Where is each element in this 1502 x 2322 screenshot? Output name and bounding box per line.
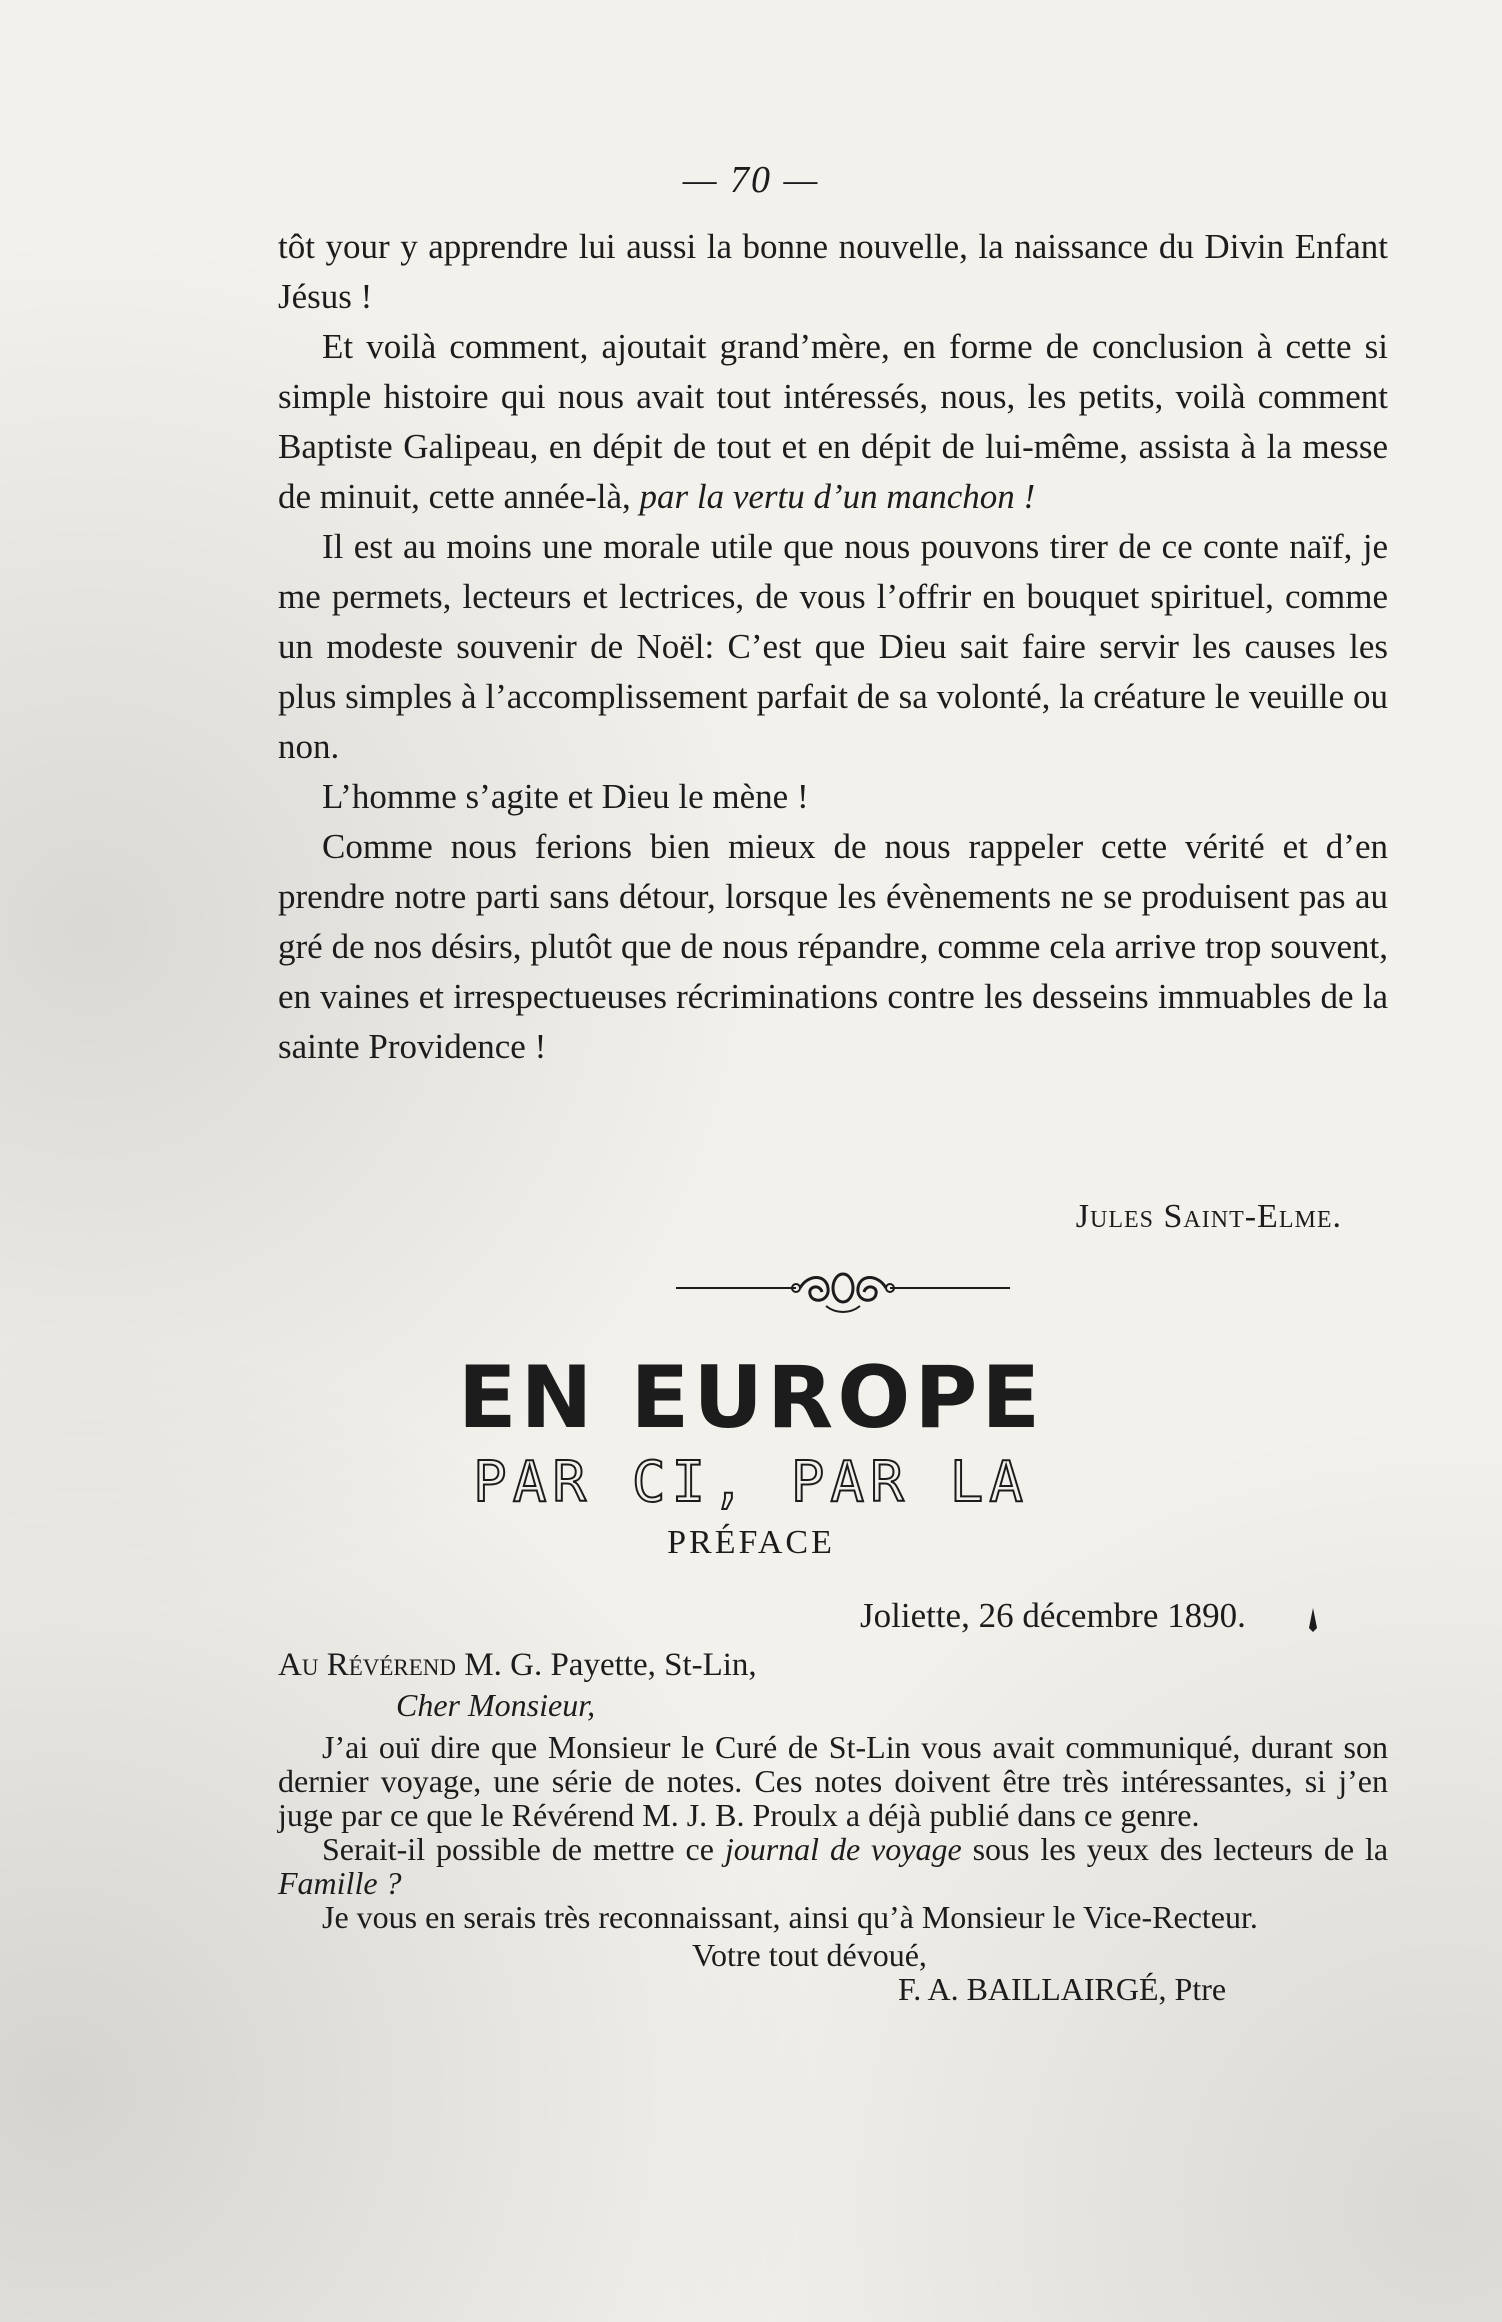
letter-p2-italic: journal de voyage <box>724 1831 962 1867</box>
section-subtitle: PAR CI, PAR LA <box>472 1450 1029 1515</box>
author-signature: Jules Saint-Elme. <box>1075 1198 1342 1235</box>
paragraph-2-text: Et voilà comment, ajoutait grand’mère, en forme de conclusion à cette si simple histoire qui nous avait tout intéressés, nous, les petits, voilà comment Baptiste Galipeau, en dépit de tout et en dépit de lui-même, assista à la messe de minuit, cette année-là, <box>278 327 1388 516</box>
letter-paragraph-1: J’ai ouï dire que Monsieur le Curé de St-Lin vous avait communiqué, durant son dernier voyage, une série de notes. Ces notes doivent être très intéressantes, si j’en juge par ce que le Révérend M. J. B. Proulx a déjà publié dans ce genre. <box>278 1729 1388 1833</box>
addressee-title: Au Révérend <box>278 1647 457 1683</box>
ink-mark-icon <box>1306 1606 1320 1634</box>
letter-p2-start: Serait-il possible de mettre ce <box>322 1831 714 1867</box>
letter-p2-mid: sous les yeux des lecteurs de la <box>972 1831 1389 1867</box>
paragraph-2-italic: par la vertu d’un manchon ! <box>639 477 1036 516</box>
ornament-divider-icon <box>676 1264 1010 1318</box>
letter-signer: F. A. BAILLAIRGÉ, Ptre <box>898 1971 1227 2007</box>
paragraph-1: tôt your y apprendre lui aussi la bonne nouvelle, la naissance du Divin Enfant Jésus ! <box>278 227 1388 316</box>
letter-paragraph-3: Je vous en serais très reconnaissant, ainsi qu’à Monsieur le Vice-Recteur. <box>322 1899 1258 1935</box>
letter-p2-italic-2: Famille ? <box>278 1865 402 1901</box>
addressee-name: M. G. Payette, <box>464 1647 656 1683</box>
letter-salutation: Cher Monsieur, <box>396 1687 596 1723</box>
page-number: — 70 — <box>682 159 820 201</box>
addressee-place: St-Lin, <box>664 1647 757 1683</box>
section-title: EN EUROPE <box>457 1348 1045 1448</box>
letter-addressee <box>278 1648 1388 1682</box>
body-text <box>278 222 1388 1072</box>
preface-heading: PRÉFACE <box>667 1524 835 1561</box>
paragraph-3: Il est au moins une morale utile que nous pouvons tirer de ce conte naïf, je me permets, lecteurs et lectrices, de vous l’offrir en bouquet spirituel, comme un modeste souvenir de Noël: C’est que Dieu sait faire servir les causes les plus simples à l’accomplissement parfait de sa volonté, la créature le veuille ou non. <box>278 527 1388 766</box>
preface-letter <box>278 1648 1388 2006</box>
letter-closing: Votre tout dévoué, <box>692 1937 927 1973</box>
paragraph-5: Comme nous ferions bien mieux de nous rappeler cette vérité et d’en prendre notre parti sans détour, lorsque les évènements ne se produisent pas au gré de nos désirs, plutôt que de nous répandre, comme cela arrive trop souvent, en vaines et irrespectueuses récriminations contre les desseins immuables de la sainte Providence ! <box>278 827 1388 1066</box>
letter-paragraph-2 <box>278 1832 1388 1900</box>
letter-dateline: Joliette, 26 décembre 1890. <box>860 1596 1246 1635</box>
paragraph-2 <box>278 322 1388 522</box>
paragraph-4: L’homme s’agite et Dieu le mène ! <box>322 777 809 816</box>
